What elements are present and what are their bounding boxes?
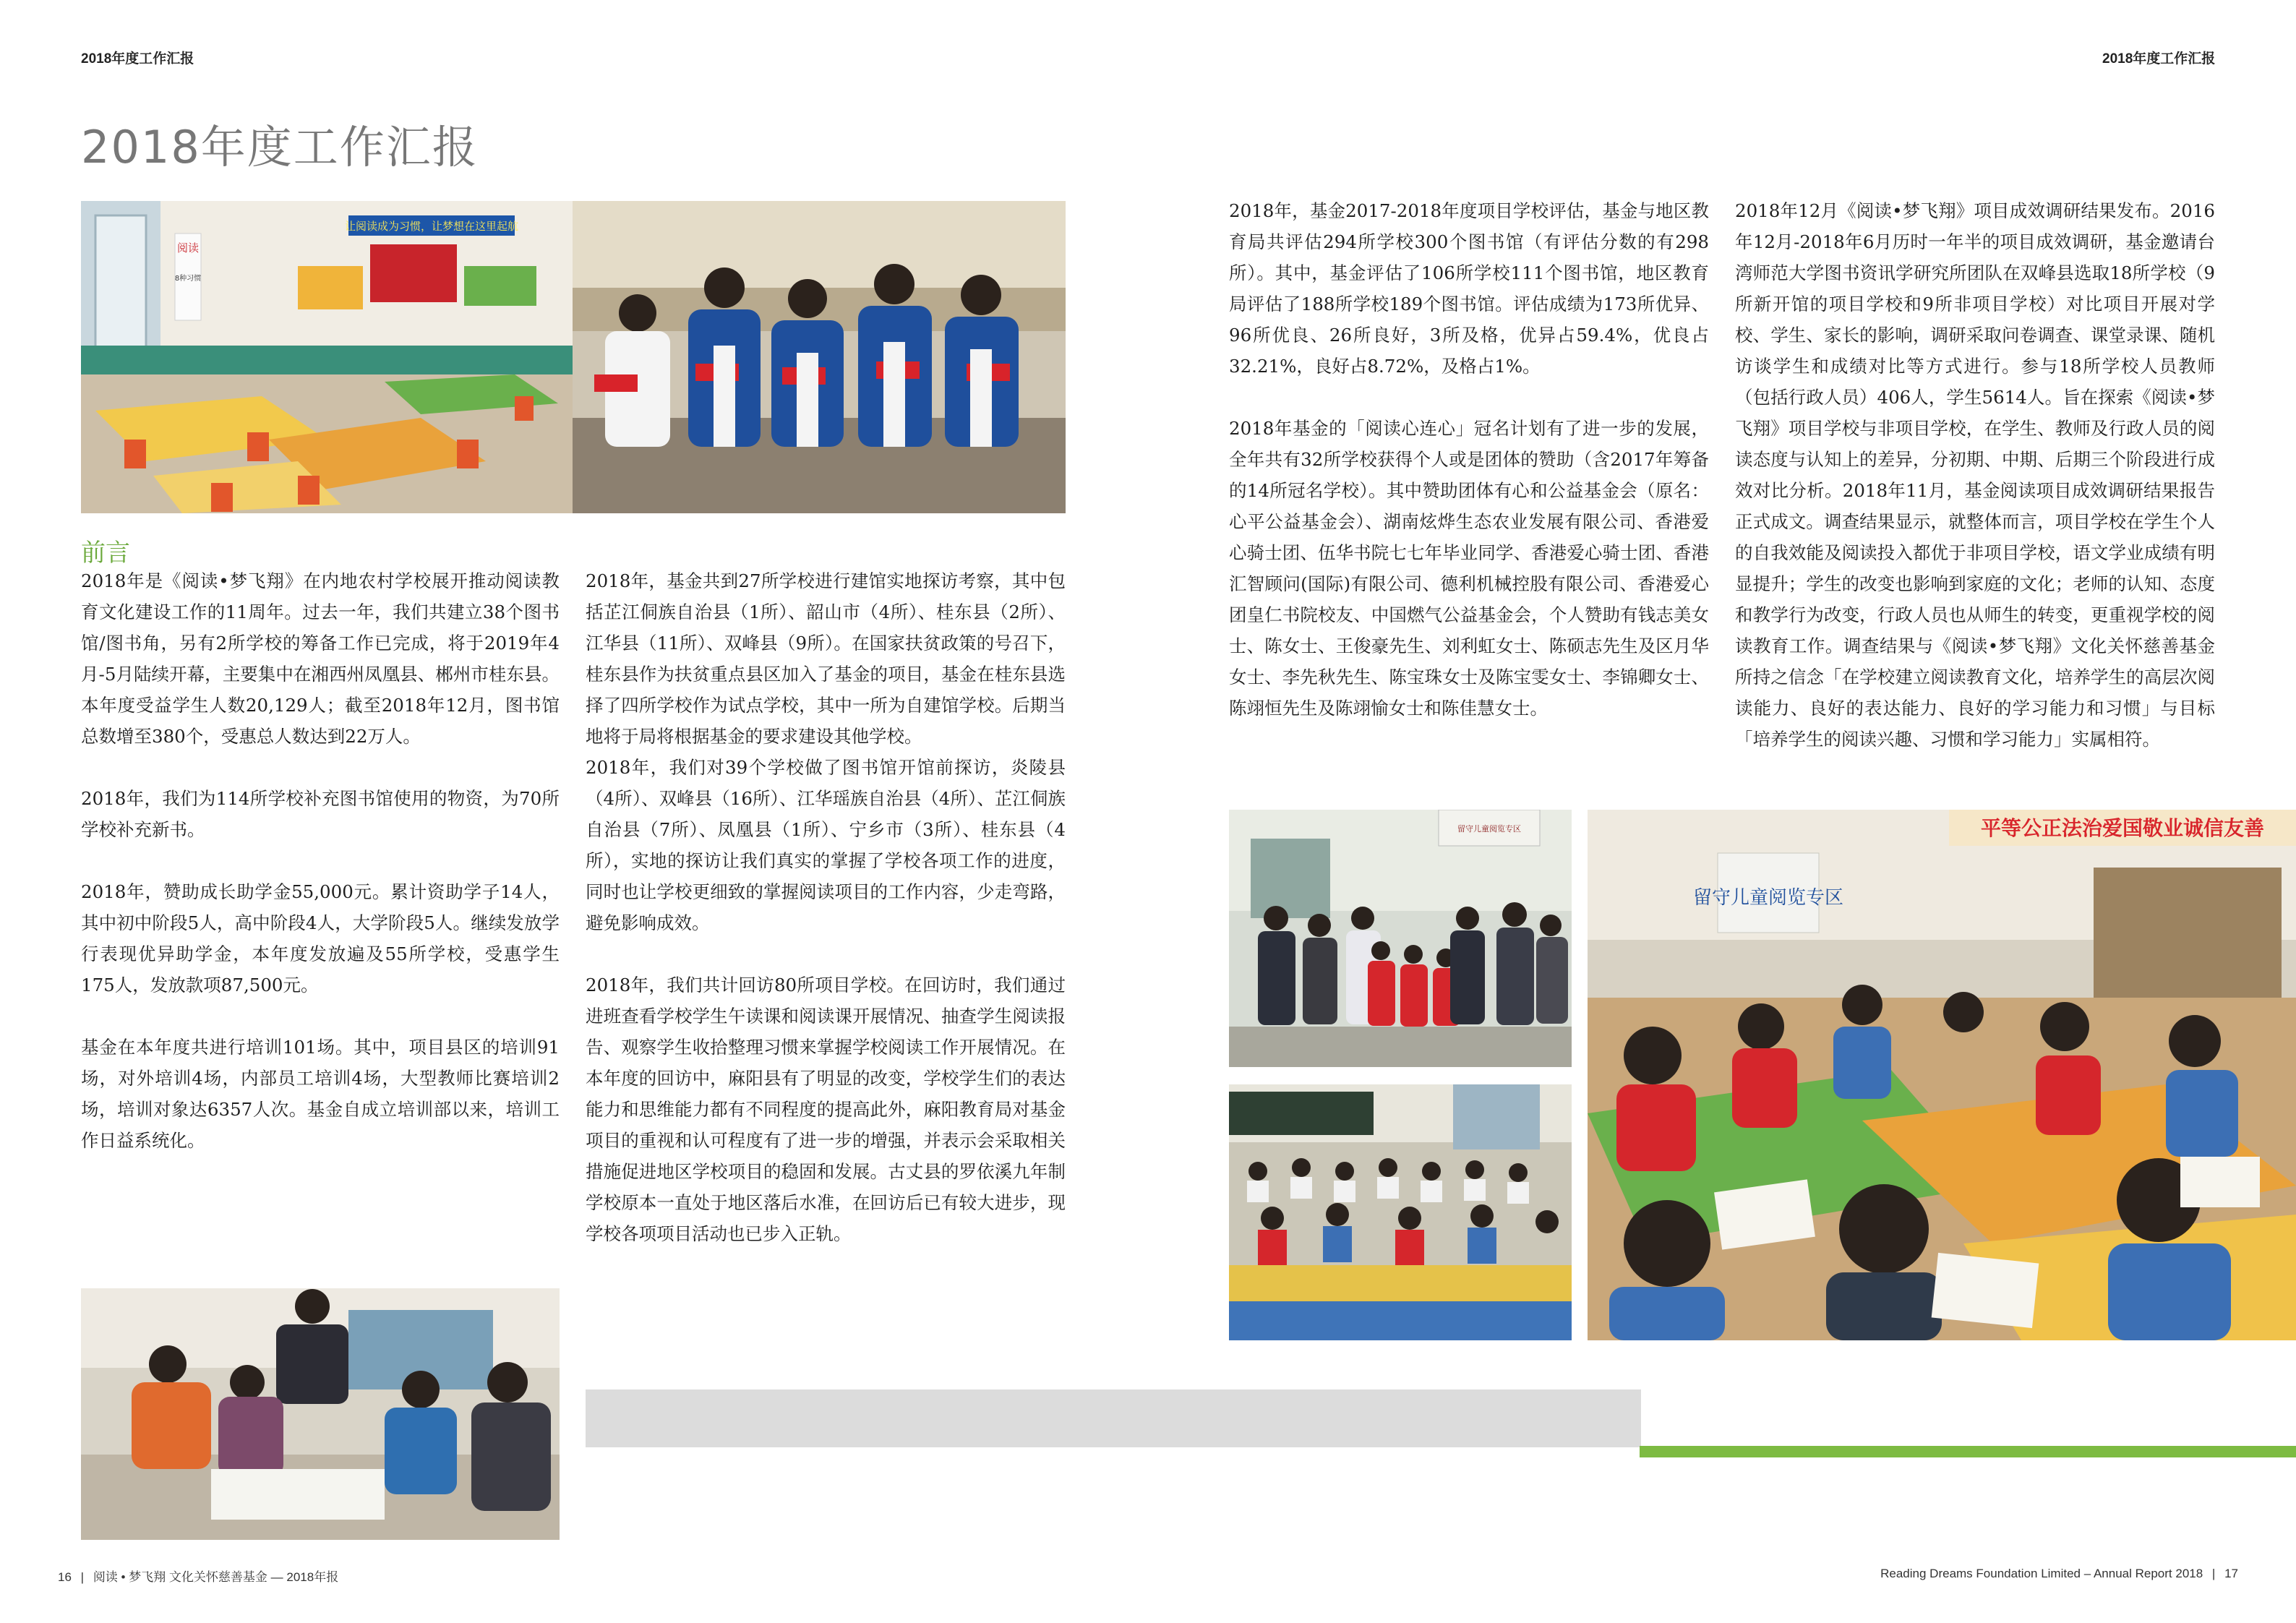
section-heading-preface: 前言 [81, 539, 130, 568]
paragraph: 2018年基金的「阅读心连心」冠名计划有了进一步的发展，全年共有32所学校获得个人或是团体的赞助（含2017年筹备的14所冠名学校）。其中赞助团体有心和公益基金会（原名：心平公益基金会）、湖南炫烨生态农业发展有限公司、香港爱心骑士团、伍华书院七七年毕业同学、香港爱心骑士团、香港汇智顾问(国际)有限公司、德利机械控股有限公司、香港爱心团皇仁书院校友、中国燃气公益基金会，个人赞助有钱志美女士、陈女士、王俊豪先生、刘利虹女士、陈硕志先生及区月华女士、李先秋先生、陈宝珠女士及陈宝雯女士、李锦卿女士、陈翊恒先生及陈翊愉女士和陈佳慧女士。 [1229, 418, 1709, 719]
paragraph: 2018年，我们对39个学校做了图书馆开馆前探访，炎陵县（4所）、双峰县（16所）、江华瑶族自治县（4所）、芷江侗族自治县（7所）、凤凰县（1所）、宁乡市（3所）、桂东县（4所），实地的探访让我们真实的掌握了学校各项工作的进度，同时也让学校更细致的掌握阅读项目的工作内容，少走弯路，避免影响成效。 [586, 757, 1066, 933]
school-sign-text: 留守儿童阅览专区 [1457, 824, 1521, 834]
page-number-right: 17 [2224, 1567, 2238, 1580]
footer-left: 16 | 阅读 • 梦飞翔 文化关怀慈善基金 — 2018年报 [58, 1570, 339, 1584]
green-accent-bar [1640, 1446, 2296, 1457]
text-column-4 [1735, 195, 2215, 755]
paragraph: 2018年，赞助成长助学金55,000元。累计资助学子14人，其中初中阶段5人，高中阶段4人，大学阶段5人。继续发放学行表现优异助学金，本年度发放遍及55所学校，受惠学生175人，发放款项87,500元。 [81, 881, 560, 995]
footer-right-text: Reading Dreams Foundation Limited – Annual Report 2018 [1880, 1567, 2203, 1580]
photo-children-reading [1588, 810, 2296, 1340]
classroom-banner-text: 让阅读成为习惯，让梦想在这里起航 [344, 220, 519, 233]
paragraph: 2018年，基金共到27所学校进行建馆实地探访考察，其中包括芷江侗族自治县（1所）、韶山市（4所）、桂东县（2所）、江华县（11所）、双峰县（9所）。在国家扶贫政策的号召下，桂东县作为扶贫重点县区加入了基金的项目，基金在桂东县选择了四所学校作为试点学校，其中一所为自建馆学校。后期当地将于局将根据基金的要求建设其他学校。 [586, 570, 1066, 747]
paragraph: 2018年12月《阅读•梦飞翔》项目成效调研结果发布。2016年12月-2018年6月历时一年半的项目成效调研，基金邀请台湾师范大学图书资讯学研究所团队在双峰县选取18所学校（9所新开馆的项目学校和9所非项目学校）对比项目开展对学校、学生、家长的影响，调研采取问卷调查、课堂录课、随机访谈学生和成绩对比等方式进行。参与18所学校人员教师（包括行政人员）406人，学生5614人。旨在探索《阅读•梦飞翔》项目学校与非项目学校，在学生、教师及行政人员的阅读态度与认知上的差异，分初期、中期、后期三个阶段进行成效对比分析。2018年11月，基金阅读项目成效调研结果报告正式成文。调查结果显示，就整体而言，项目学校在学生个人的自我效能及阅读投入都优于非项目学校，语文学业成绩有明显提升；学生的改变也影响到家庭的文化；老师的认知、态度和教学行为改变，行政人员也从师生的转变，更重视学校的阅读教育工作。调查结果与《阅读•梦飞翔》文化关怀慈善基金所持之信念「在学校建立阅读教育文化，培养学生的高层次阅读能力、良好的表达能力、良好的学习能力和习惯」与目标「培养学生的阅读兴趣、习惯和学习能力」实属相符。 [1735, 200, 2215, 750]
photo-students-with-awards [573, 201, 1066, 513]
text-column-1 [81, 565, 560, 1156]
page-title: 2018年度工作汇报 [81, 121, 479, 174]
class-banner-text: 平等公正法治爱国敬业诚信友善 [1980, 816, 2265, 840]
photo-classroom-reading [1229, 1084, 1572, 1340]
gray-accent-bar [586, 1389, 1641, 1447]
text-column-2 [586, 565, 1066, 1249]
running-head-left: 2018年度工作汇报 [81, 51, 194, 67]
corner-sign-text: 留守儿童阅览专区 [1692, 887, 1844, 909]
paragraph: 2018年，我们为114所学校补充图书馆使用的物资，为70所学校补充新书。 [81, 788, 560, 840]
footer-right: Reading Dreams Foundation Limited – Annual Report 2018 | 17 [1880, 1567, 2238, 1580]
footer-left-text: 阅读 • 梦飞翔 文化关怀慈善基金 — 2018年报 [93, 1570, 339, 1584]
photo-library-classroom [81, 201, 573, 513]
paragraph: 2018年，基金2017-2018年度项目学校评估，基金与地区教育局共评估294所学校300个图书馆（有评估分数的有298所）。其中，基金评估了106所学校111个图书馆，地区教育局评估了188所学校189个图书馆。评估成绩为173所优异、96所优良、26所良好，3所及格，优异占59.4%，优良占32.21%，良好占8.72%，及格占1%。 [1229, 200, 1709, 377]
poster-habits-text: 8种习惯 [174, 275, 202, 283]
paragraph: 2018年，我们共计回访80所项目学校。在回访时，我们通过进班查看学校学生午读课和阅读课开展情况、抽查学生阅读报告、观察学生收拾整理习惯来掌握学校阅读工作开展情况。在本年度的回访中，麻阳县有了明显的改变，学校学生们的表达能力和思维能力都有不同程度的提高此外，麻阳教育局对基金项目的重视和认可程度有了进一步的增强，并表示会采取相关措施促进地区学校项目的稳固和发展。古丈县的罗依溪九年制学校原本一直处于地区落后水准，在回访后已有较大进步，现学校各项项目活动也已步入正轨。 [586, 975, 1066, 1244]
page-number-left: 16 [58, 1570, 72, 1584]
photo-teacher-training [81, 1288, 560, 1540]
text-column-3 [1229, 195, 1709, 724]
poster-reading-text: 阅读 [176, 241, 200, 254]
paragraph: 基金在本年度共进行培训101场。其中，项目县区的培训91场，对外培训4场，内部员工培训4场，大型教师比赛培训2场，培训对象达6357人次。基金自成立培训部以来，培训工作日益系统化。 [81, 1037, 560, 1151]
paragraph: 2018年是《阅读•梦飞翔》在内地农村学校展开推动阅读教育文化建设工作的11周年。过去一年，我们共建立38个图书馆/图书角，另有2所学校的筹备工作已完成，将于2019年4月-5月陆续开幕，主要集中在湘西州凤凰县、郴州市桂东县。本年度受益学生人数20,129人；截至2018年12月，图书馆总数增至380个，受惠总人数达到22万人。 [81, 570, 560, 747]
running-head-right: 2018年度工作汇报 [2102, 51, 2216, 67]
photo-visitors-group [1229, 810, 1572, 1067]
